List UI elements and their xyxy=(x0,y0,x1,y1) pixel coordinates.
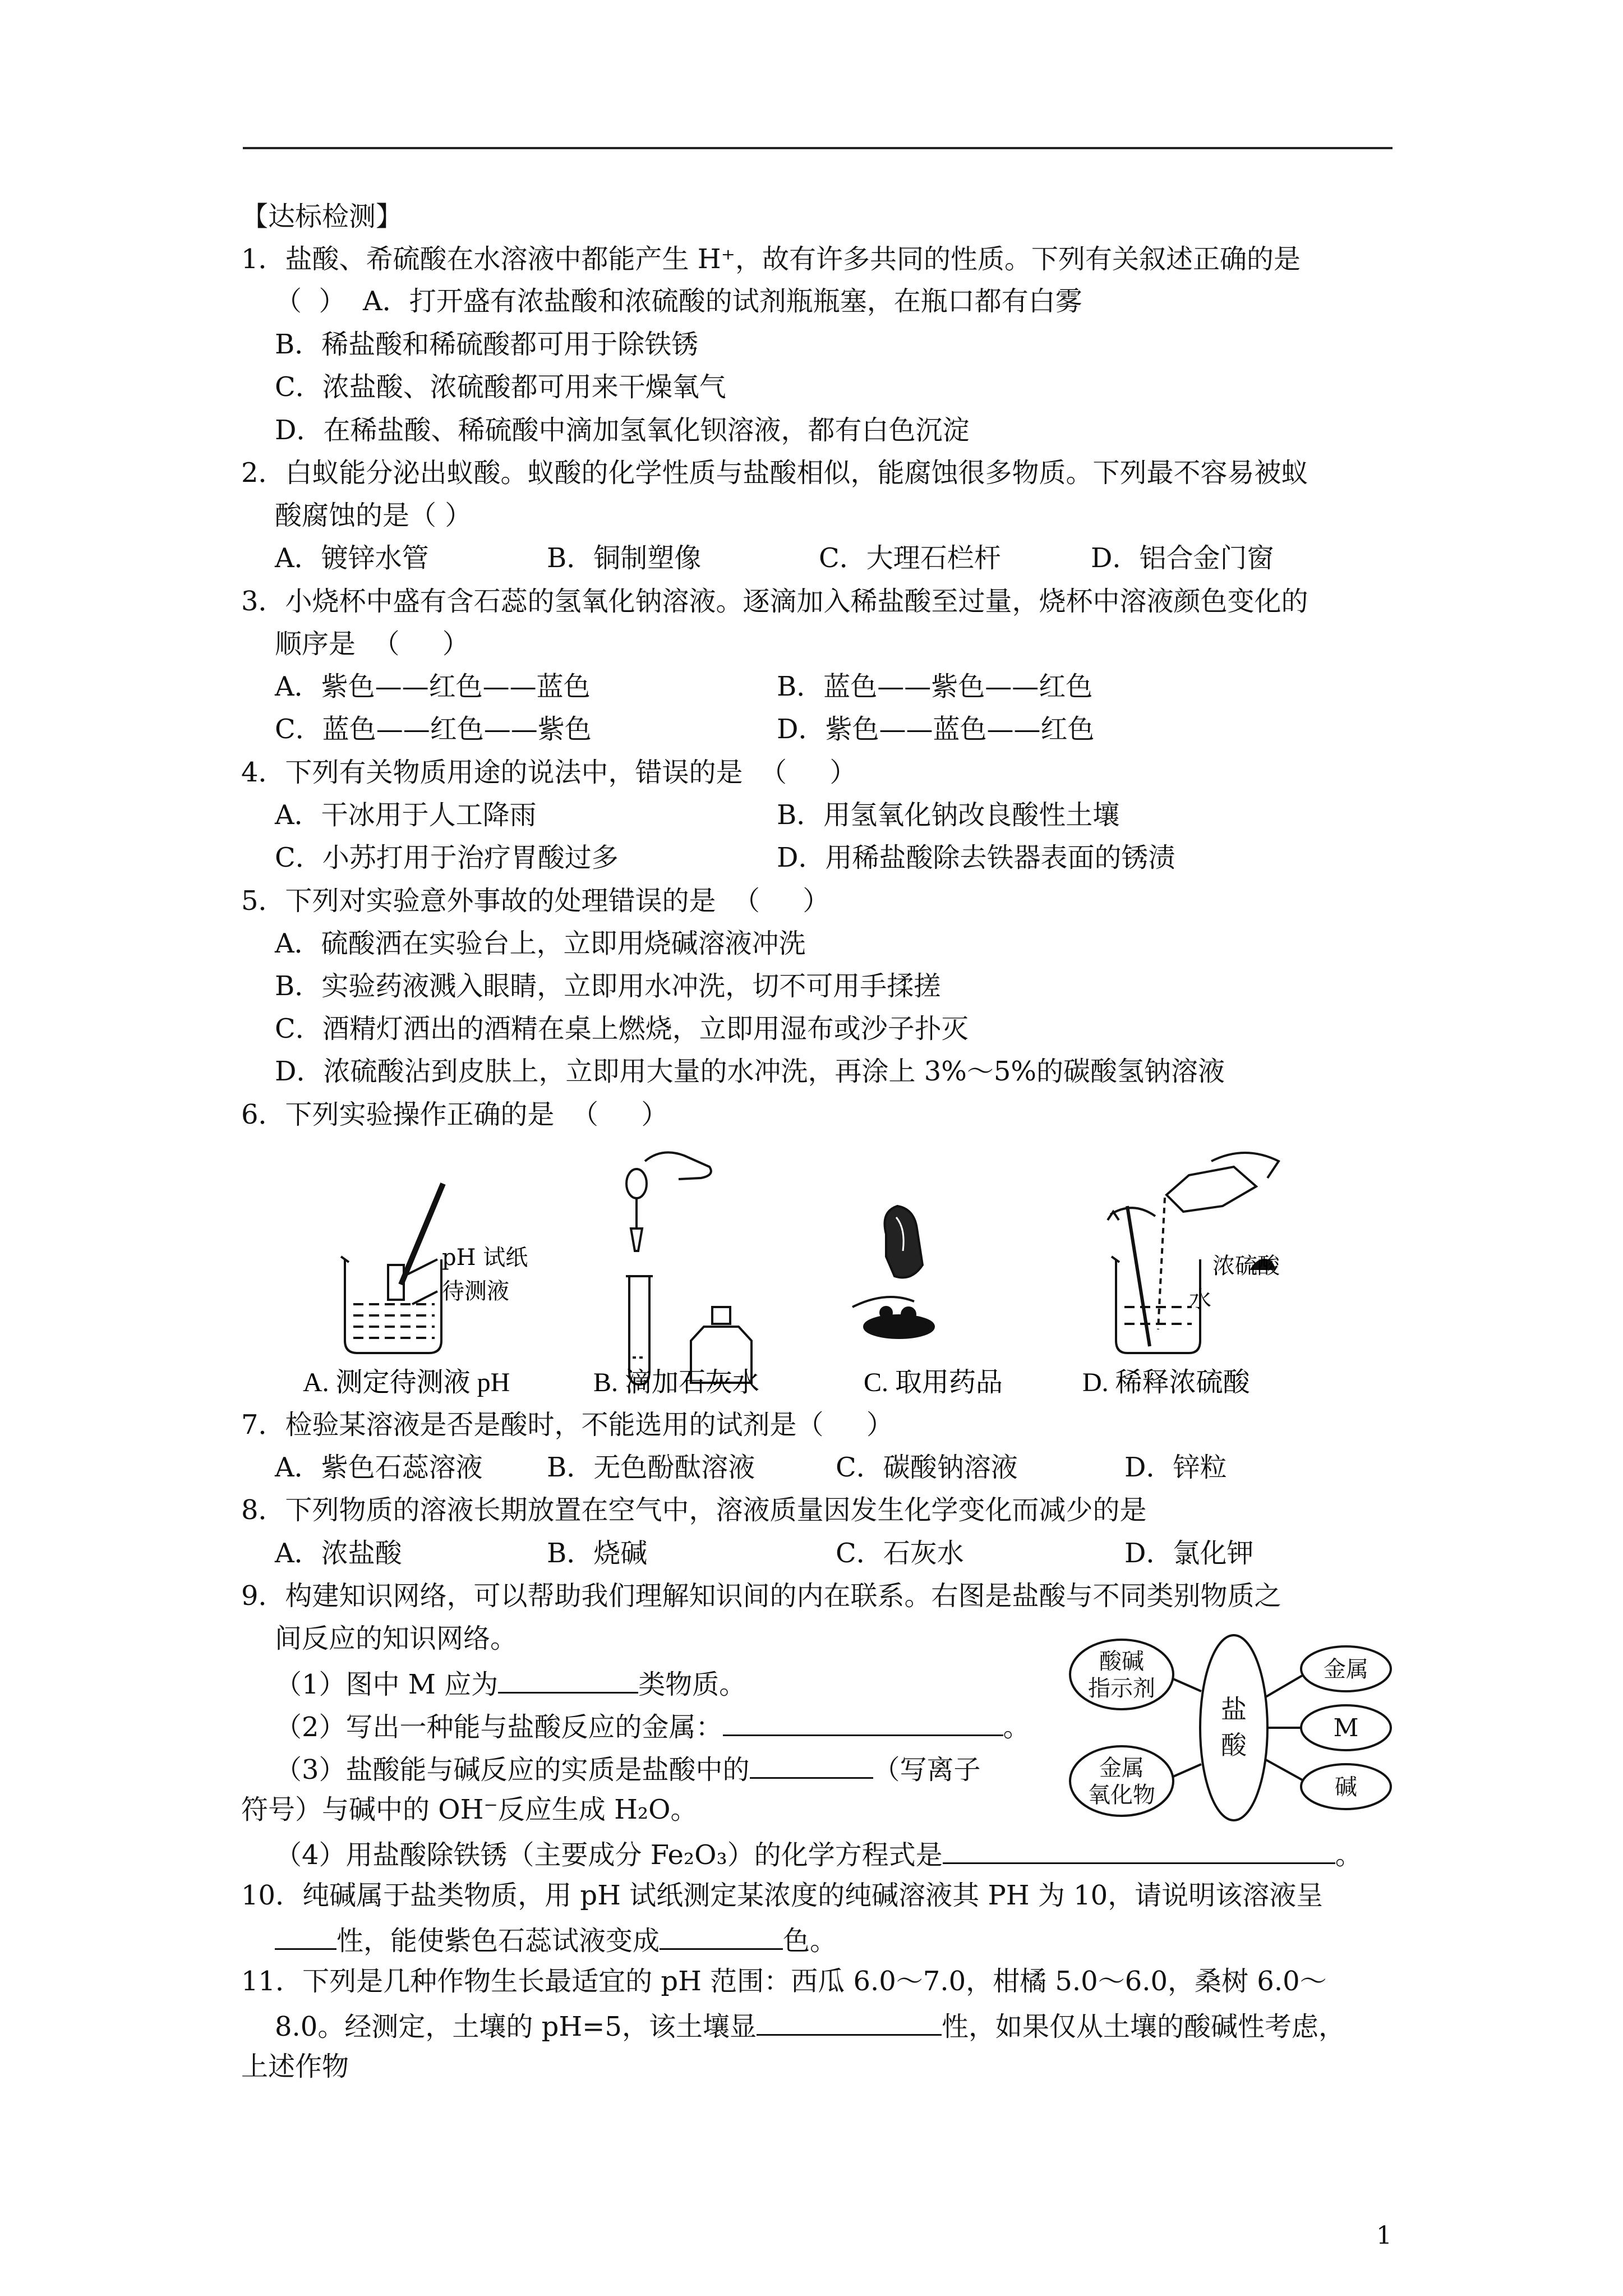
q9-answer-blank-2[interactable] xyxy=(723,1706,1003,1736)
q8-stem: 8．下列物质的溶液长期放置在空气中，溶液质量因发生化学变化而减少的是 xyxy=(241,1494,1147,1526)
q3-stem-line-1: 3．小烧杯中盛有含石蕊的氢氧化钠溶液。逐滴加入稀盐酸至过量，烧杯中溶液颜色变化的 xyxy=(241,586,1308,617)
q8-option-c: C．石灰水 xyxy=(836,1538,964,1569)
q11-line-2-text: 8.0。经测定，土壤的 pH=5，该土壤显 xyxy=(275,2011,757,2042)
q11-line-3: 上述作物 xyxy=(241,2051,349,2082)
caption-d: D. 稀释浓硫酸 xyxy=(1082,1368,1250,1397)
label-conc-sulfuric-acid: 浓硫酸 xyxy=(1212,1253,1280,1279)
node-center-hcl xyxy=(1200,1635,1267,1820)
q9-part-4-text: （4）用盐酸除铁锈（主要成分 Fe₂O₃）的化学方程式是 xyxy=(275,1839,943,1871)
node-base-label: 碱 xyxy=(1335,1774,1357,1800)
q11-line-1: 11．下列是几种作物生长最适宜的 pH 范围：西瓜 6.0～7.0，柑橘 5.0～6.0，桑树 6.0～ xyxy=(241,1966,1327,1997)
page-number: 1 xyxy=(1376,2221,1392,2250)
edge-base xyxy=(1266,1760,1302,1780)
q6-experiment-figures xyxy=(292,1144,1335,1402)
q2-option-d: D．铝合金门窗 xyxy=(1091,542,1274,574)
q4-option-a: A．干冰用于人工降雨 xyxy=(275,799,537,831)
q10-line-2-text: 性，能使紫色石蕊试液变成 xyxy=(336,1925,660,1957)
q7-stem: 7．检验某溶液是否是酸时，不能选用的试剂是（ ） xyxy=(241,1409,893,1441)
q1-stem-line-2: （ ） A．打开盛有浓盐酸和浓硫酸的试剂瓶瓶塞，在瓶口都有白雾 xyxy=(275,286,1082,317)
q3-option-b: B．蓝色——紫色——红色 xyxy=(777,671,1093,702)
node-center-line-1: 盐 xyxy=(1221,1694,1247,1724)
q9-part-3 xyxy=(275,1749,981,1788)
q9-answer-blank-1[interactable] xyxy=(498,1664,638,1694)
q11-answer-blank-1[interactable] xyxy=(757,2006,942,2036)
q4-option-d: D．用稀盐酸除去铁器表面的锈渍 xyxy=(777,842,1175,873)
node-m-label: M xyxy=(1333,1714,1359,1742)
q9-stem-line-1: 9．构建知识网络，可以帮助我们理解知识间的内在联系。右图是盐酸与不同类别物质之 xyxy=(241,1580,1281,1612)
q9-answer-blank-3[interactable] xyxy=(750,1749,873,1779)
q2-option-c: C．大理石栏杆 xyxy=(819,542,1001,574)
q9-part-1-suffix: 类物质。 xyxy=(638,1669,746,1700)
q9-part-4-suffix: 。 xyxy=(1335,1839,1362,1871)
edge-indicator xyxy=(1173,1679,1201,1691)
q9-part-3-continued: 符号）与碱中的 OH⁻反应生成 H₂O。 xyxy=(241,1794,698,1825)
label-ph-paper: pH 试纸 xyxy=(442,1245,528,1271)
q5-option-a: A．硫酸洒在实验台上，立即用烧碱溶液冲洗 xyxy=(275,928,806,959)
q9-part-2-suffix: 。 xyxy=(1003,1711,1030,1743)
q11-line-2 xyxy=(275,2006,1345,2045)
q11-line-2-suffix: 性，如果仅从土壤的酸碱性考虑， xyxy=(941,2011,1345,2042)
beaker-ph-paper-figure xyxy=(341,1184,443,1353)
q4-option-b: B．用氢氧化钠改良酸性土壤 xyxy=(777,799,1120,831)
node-center-line-2: 酸 xyxy=(1221,1730,1247,1760)
q10-line-2-suffix: 色。 xyxy=(783,1925,837,1957)
q9-part-1-text: （1）图中 M 应为 xyxy=(275,1669,499,1700)
q10-answer-blank-1[interactable] xyxy=(275,1920,336,1950)
q3-option-a: A．紫色——红色——蓝色 xyxy=(275,671,591,702)
q1-option-c: C．浓盐酸、浓硫酸都可用来干燥氧气 xyxy=(275,371,726,403)
q9-part-3-text: （3）盐酸能与碱反应的实质是盐酸中的 xyxy=(275,1754,750,1786)
q2-option-a: A．镀锌水管 xyxy=(275,542,429,574)
q3-option-c: C．蓝色——红色——紫色 xyxy=(275,714,592,745)
q5-option-b: B．实验药液溅入眼睛，立即用水冲洗，切不可用手揉搓 xyxy=(275,970,941,1002)
caption-c: C. 取用药品 xyxy=(864,1368,1003,1397)
hand-taking-solid-figure xyxy=(852,1206,934,1338)
hydrochloric-acid-network-diagram xyxy=(1066,1630,1396,1832)
q7-option-c: C．碳酸钠溶液 xyxy=(836,1452,1018,1483)
node-metal-label: 金属 xyxy=(1324,1657,1368,1682)
label-test-liquid: 待测液 xyxy=(442,1278,509,1304)
q10-line-2 xyxy=(275,1920,837,1959)
q1-stem-line-1: 1．盐酸、希硫酸在水溶液中都能产生 H⁺，故有许多共同的性质。下列有关叙述正确的是 xyxy=(241,243,1301,275)
header-rule xyxy=(243,147,1393,149)
q9-part-1 xyxy=(275,1664,746,1703)
q7-option-b: B．无色酚酞溶液 xyxy=(547,1452,755,1483)
q2-option-b: B．铜制塑像 xyxy=(547,542,702,574)
q5-option-d: D．浓硫酸沾到皮肤上，立即用大量的水冲洗，再涂上 3%～5%的碳酸氢钠溶液 xyxy=(275,1056,1225,1087)
q1-option-d: D．在稀盐酸、稀硫酸中滴加氢氧化钡溶液，都有白色沉淀 xyxy=(275,415,970,446)
q9-answer-blank-4[interactable] xyxy=(943,1834,1335,1864)
q7-option-a: A．紫色石蕊溶液 xyxy=(275,1452,483,1483)
node-metal-oxide-line-2: 氧化物 xyxy=(1088,1782,1155,1808)
label-water: 水 xyxy=(1189,1287,1211,1313)
node-indicator-line-2: 指示剂 xyxy=(1088,1676,1155,1701)
q3-option-d: D．紫色——蓝色——红色 xyxy=(777,714,1095,745)
q8-option-a: A．浓盐酸 xyxy=(275,1538,402,1569)
node-metal-oxide-line-1: 金属 xyxy=(1099,1755,1144,1781)
q8-option-d: D．氯化钾 xyxy=(1124,1538,1254,1569)
q4-option-c: C．小苏打用于治疗胃酸过多 xyxy=(275,842,619,873)
caption-b: B. 滴加石灰水 xyxy=(593,1368,760,1397)
q5-stem: 5．下列对实验意外事故的处理错误的是 （ ） xyxy=(241,885,830,917)
q6-stem: 6．下列实验操作正确的是 （ ） xyxy=(241,1099,668,1130)
q4-stem: 4．下列有关物质用途的说法中，错误的是 （ ） xyxy=(241,757,857,788)
caption-a: A. 测定待测液 pH xyxy=(303,1368,510,1397)
q10-answer-blank-2[interactable] xyxy=(660,1920,783,1950)
q1-option-b: B．稀盐酸和稀硫酸都可用于除铁锈 xyxy=(275,329,699,360)
node-indicator-line-1: 酸碱 xyxy=(1099,1649,1144,1674)
q9-part-2 xyxy=(275,1706,1030,1745)
q9-part-3-suffix: （写离子 xyxy=(873,1754,981,1786)
q2-stem-line-1: 2．白蚁能分泌出蚁酸。蚁酸的化学性质与盐酸相似，能腐蚀很多物质。下列最不容易被蚁 xyxy=(241,457,1308,489)
q9-part-2-text: （2）写出一种能与盐酸反应的金属： xyxy=(275,1711,723,1743)
q3-stem-line-2: 顺序是 （ ） xyxy=(275,628,469,660)
edge-metal-oxide xyxy=(1173,1764,1201,1777)
q8-option-b: B．烧碱 xyxy=(547,1538,648,1569)
q2-stem-line-2: 酸腐蚀的是（ ） xyxy=(275,500,472,531)
q10-line-1: 10．纯碱属于盐类物质，用 pH 试纸测定某浓度的纯碱溶液其 PH 为 10，请说明该溶液呈 xyxy=(241,1880,1324,1911)
q5-option-c: C．酒精灯洒出的酒精在桌上燃烧，立即用湿布或沙子扑灭 xyxy=(275,1013,969,1045)
q9-part-4 xyxy=(275,1834,1362,1873)
q7-option-d: D．锌粒 xyxy=(1124,1452,1227,1483)
q9-stem-line-2: 间反应的知识网络。 xyxy=(275,1623,518,1654)
section-title: 【达标检测】 xyxy=(241,201,403,232)
dropper-test-tube-figure xyxy=(626,1152,751,1384)
edge-metal xyxy=(1266,1676,1302,1697)
